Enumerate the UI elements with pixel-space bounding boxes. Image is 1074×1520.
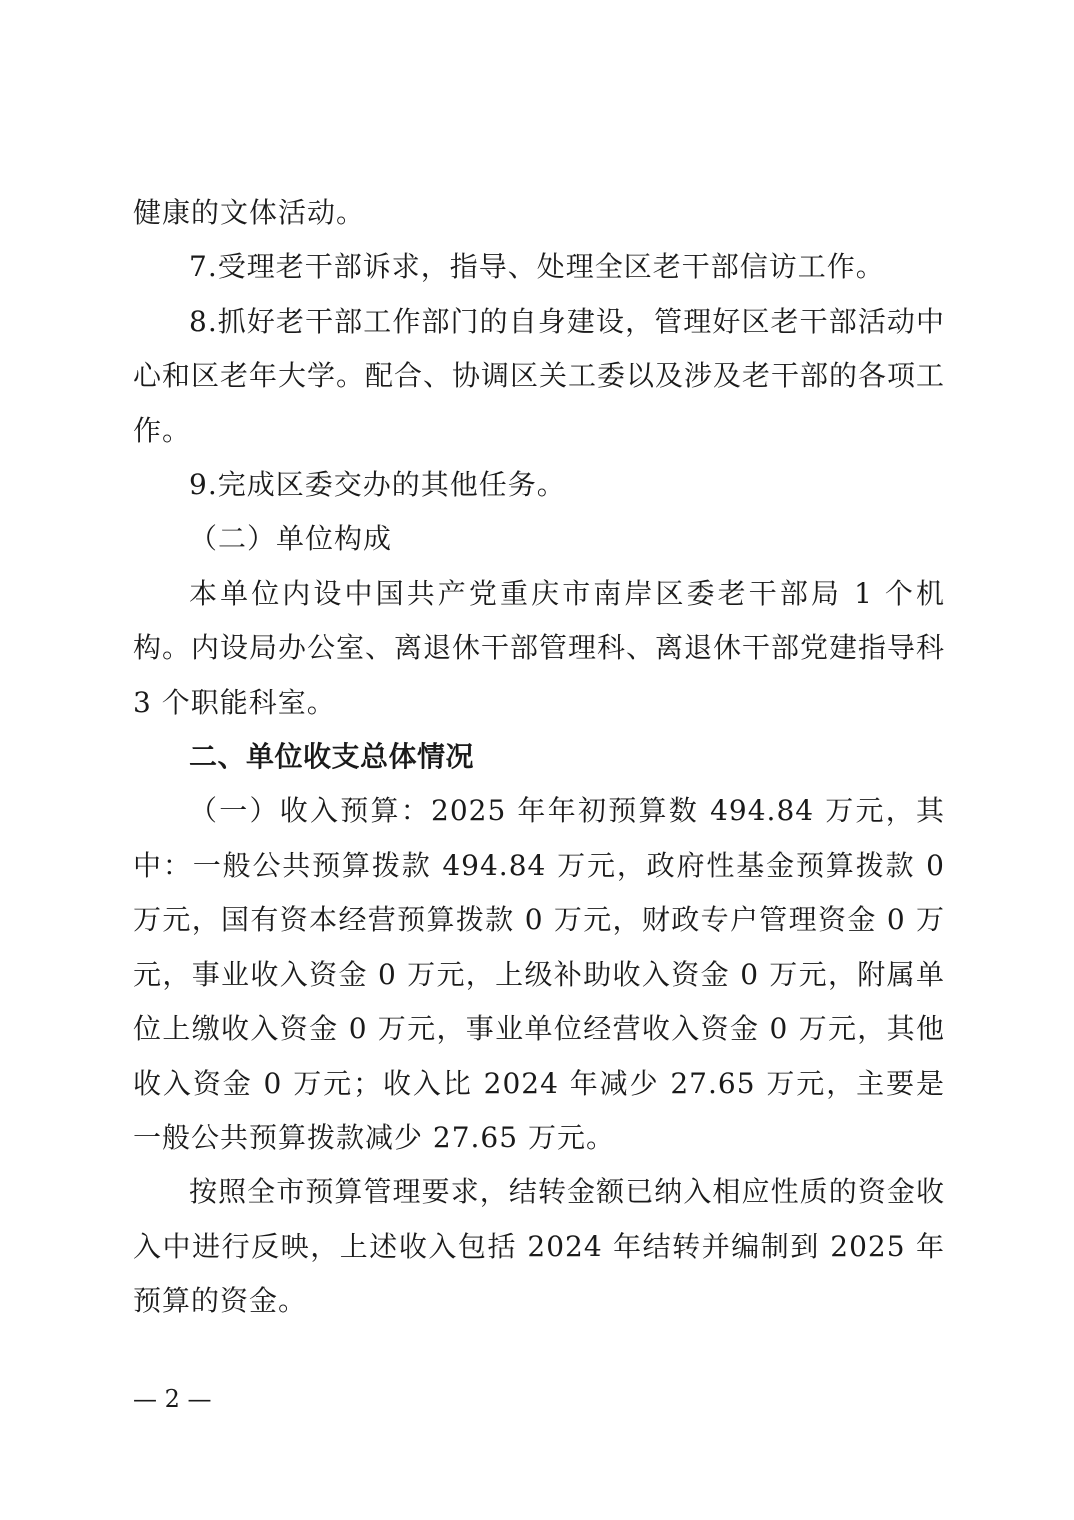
paragraph-carryover-note: 按照全市预算管理要求，结转金额已纳入相应性质的资金收入中进行反映，上述收入包括 2024 年结转并编制到 2025 年预算的资金。 (133, 1175, 945, 1318)
subheading-unit-composition: （二）单位构成 (189, 522, 393, 556)
paragraph-item-9: 9.完成区委交办的其他任务。 (189, 468, 566, 502)
section-heading-income-expenditure: 二、单位收支总体情况 (189, 740, 475, 774)
paragraph-continuation: 健康的文体活动。 (133, 196, 366, 229)
paragraph-item-8: 8.抓好老干部工作部门的自身建设，管理好区老干部活动中心和区老年大学。配合、协调区关工委以及涉及老干部的各项工作。 (133, 304, 946, 447)
page-number: — 2 — (133, 1385, 212, 1413)
paragraph-item-7: 7.受理老干部诉求，指导、处理全区老干部信访工作。 (189, 250, 885, 284)
paragraph-income-budget: （一）收入预算：2025 年年初预算数 494.84 万元，其中：一般公共预算拨款 494.84 万元，政府性基金预算拨款 0 万元，国有资本经营预算拨款 0 万元，财政专户管理资金 0 万元，事业收入资金 0 万元，上级补助收入资金 0 万元，附属单位上缴收入资金 0 万元，事业单位经营收入资金 0 万元，其他收入资金 0 万元；收入比 2024 年减少 27.65 万元，主要是一般公共预算拨款减少 27.65 万元。 (133, 794, 945, 1154)
paragraph-unit-composition: 本单位内设中国共产党重庆市南岸区委老干部局 1 个机构。内设局办公室、离退休干部管理科、离退休干部党建指导科 3 个职能科室。 (133, 576, 946, 719)
document-body (133, 186, 945, 1329)
